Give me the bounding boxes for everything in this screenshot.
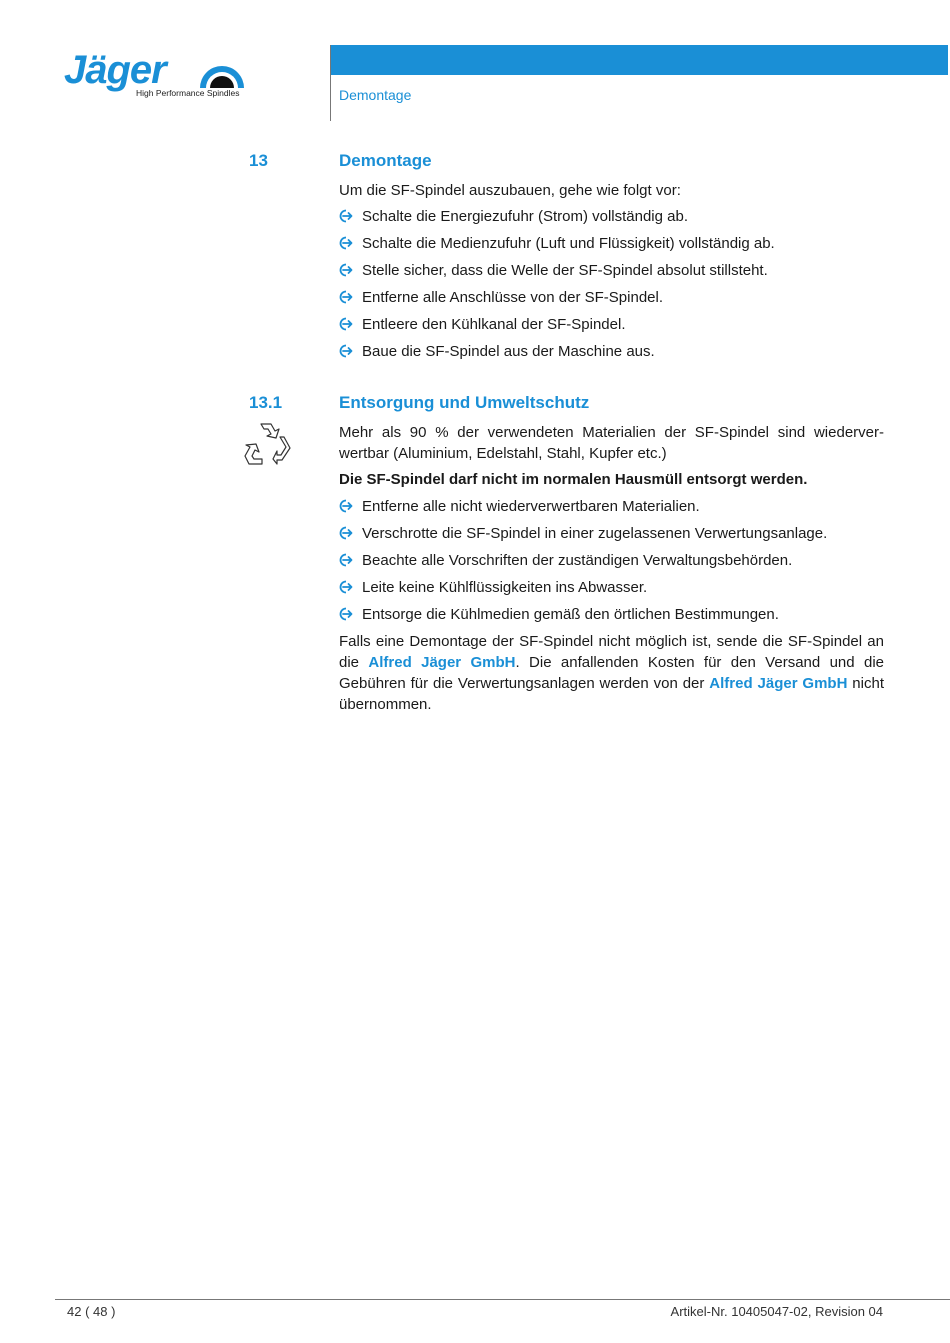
list-item-text: Entsorge die Kühlmedien gemäß den örtlichen Bestimmungen. xyxy=(362,606,779,623)
list-item-text: Schalte die Energiezufuhr (Strom) vollständig ab. xyxy=(362,208,689,225)
list-item-text: Stelle sicher, dass die Welle der SF-Spindel absolut stillsteht. xyxy=(362,262,768,279)
list-item-text: Entleere den Kühlkanal der SF-Spindel. xyxy=(362,316,626,333)
company-name: Alfred Jäger GmbH xyxy=(368,654,516,671)
list-item xyxy=(339,550,884,571)
logo-spindle-mark xyxy=(198,62,246,88)
arrow-right-circle-icon xyxy=(339,553,353,567)
footer-divider xyxy=(55,1299,950,1300)
closing-text-2: . Die anfallenden Kosten für den Versand und die Gebühren für die Verwertungsanlagen werden von der xyxy=(339,654,885,692)
closing-text-1: Falls eine Demontage der SF-Spindel nicht möglich ist, sende die SF-Spindel an die xyxy=(339,633,884,671)
section-number: 13 xyxy=(249,151,268,170)
company-name: Alfred Jäger GmbH xyxy=(709,675,848,692)
section-title: Demontage xyxy=(339,151,432,170)
arrow-right-circle-icon xyxy=(339,209,353,223)
list-item-text: Schalte die Medienzufuhr (Luft und Flüssigkeit) vollständig ab. xyxy=(362,235,775,252)
list-item xyxy=(339,287,884,308)
arrow-right-circle-icon xyxy=(339,236,353,250)
list-item-text: Baue die SF-Spindel aus der Maschine aus. xyxy=(362,343,655,360)
arrow-right-circle-icon xyxy=(339,607,353,621)
logo-tagline: High Performance Spindles xyxy=(136,88,240,98)
subsection-title: Entsorgung und Umweltschutz xyxy=(339,393,590,412)
arrow-right-circle-icon xyxy=(339,499,353,513)
arrow-right-circle-icon xyxy=(339,526,353,540)
list-item-text: Entferne alle nicht wiederverwertbaren Materialien. xyxy=(362,498,700,515)
page-number: 42 ( 48 ) xyxy=(67,1304,116,1319)
list-item-text: Beachte alle Vorschriften der zuständigen Verwaltungsbehörden. xyxy=(362,552,793,569)
list-item xyxy=(339,314,884,335)
list-item xyxy=(339,341,884,362)
header-bar xyxy=(331,45,948,75)
arrow-right-circle-icon xyxy=(339,580,353,594)
list-item xyxy=(339,206,884,227)
logo-word: Jäger xyxy=(64,48,166,92)
article-number: Artikel-Nr. 10405047-02, Revision 04 xyxy=(670,1304,883,1319)
arrow-right-circle-icon xyxy=(339,317,353,331)
list-item xyxy=(339,523,884,544)
subsection-intro-line1: Mehr als 90 % der verwendeten Materialien der SF-Spindel sind wiederver- xyxy=(339,424,884,441)
subsection-number: 13.1 xyxy=(249,393,283,412)
recycle-icon xyxy=(244,420,294,468)
subsection-intro-line2: wertbar (Aluminium, Edelstahl, Stahl, Kupfer etc.) xyxy=(339,445,667,462)
disposal-warning: Die SF-Spindel darf nicht im normalen Hausmüll entsorgt werden. xyxy=(339,471,808,488)
list-item xyxy=(339,496,884,517)
list-item xyxy=(339,233,884,254)
arrow-right-circle-icon xyxy=(339,344,353,358)
list-item xyxy=(339,577,884,598)
closing-paragraph xyxy=(339,631,884,715)
list-item xyxy=(339,604,884,625)
list-item-text: Leite keine Kühlflüssigkeiten ins Abwasser. xyxy=(362,579,648,596)
closing-text-3: nicht übernommen. xyxy=(339,675,884,713)
section-intro: Um die SF-Spindel auszubauen, gehe wie folgt vor: xyxy=(339,182,681,199)
company-logo xyxy=(64,48,254,104)
list-item-text: Verschrotte die SF-Spindel in einer zugelassenen Verwertungsanlage. xyxy=(362,525,828,542)
arrow-right-circle-icon xyxy=(339,263,353,277)
header-section-label: Demontage xyxy=(339,87,412,103)
list-item xyxy=(339,260,884,281)
subsection-intro xyxy=(339,422,884,464)
list-item-text: Entferne alle Anschlüsse von der SF-Spindel. xyxy=(362,289,664,306)
arrow-right-circle-icon xyxy=(339,290,353,304)
